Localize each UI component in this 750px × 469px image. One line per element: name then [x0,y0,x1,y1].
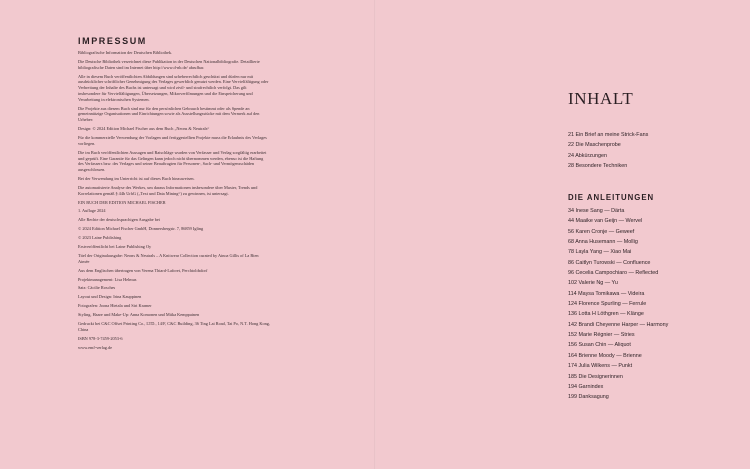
impressum-paragraph: Alle in diesem Buch veröffentlichten Abbildungen sind urheberrechtlich geschützt und dürfen nur mit ausdrücklicher schriftlicher Genehmigung des Verlages gewerblich genutzt werden. Eine Vervielfältigung oder Verbreitung der Inhalte des Buchs ist untersagt und wird zivil- und strafrechtlich verfolgt. Das gilt insbesondere für Vervielfältigungen, Übersetzungen, Mikroverfilmungen und die Einspeicherung und Verarbeitung in elektronischen Systemen. [78,73,269,102]
toc-item: 142 Brandi Cheyenne Harper — Harmony [568,321,669,328]
impressum-paragraph: © 2024 Edition Michael Fischer GmbH, Donnersbergstr. 7, 86859 Igling [78,226,204,232]
impressum-paragraph: Projektmanagement: Lisa Helmus [78,276,137,282]
toc-intro-list [568,130,648,171]
toc-item: 28 Besondere Techniken [568,162,628,169]
toc-patterns-list [568,206,668,403]
impressum-paragraph: 1. Auflage 2024 [78,208,106,214]
toc-item: 78 Layla Yang — Xiao Mai [568,249,632,256]
toc-item: 22 Die Maschenprobe [568,142,621,149]
toc-item: 185 Die Designerinnen [568,373,623,380]
right-page [375,0,750,469]
impressum-paragraph: Design: © 2024 Edition Michael Fischer aus dem Buch „Neons & Neutrals“ [78,126,210,132]
toc-item: 34 Inese Sang — Därta [568,208,625,214]
impressum-paragraph: Gedruckt bei C&C Offset Printing Co., LTD., 14/F, C&C Building, 36 Ting Lai Road, Tai Po, N.T. Hong Kong, China [78,320,270,332]
toc-item: 96 Cecelia Campochiaro — Reflected [568,270,659,277]
impressum-paragraph: Die automatisierte Analyse des Werkes, um daraus Informationen insbesondere über Muster, Trends und Korrelationen gemäß § 44b UrhG („Text und Data Mining“) zu gewinnen, ist untersagt. [78,184,258,196]
toc-item: 164 Brienne Moody — Brienne [568,352,642,359]
impressum-paragraph: Bei der Verwendung im Unterricht ist auf dieses Buch hinzuweisen. [78,176,195,181]
impressum-paragraph: Bibliografische Information der Deutschen Bibliothek. [78,50,173,55]
impressum-paragraph: EIN BUCH DER EDITION MICHAEL FISCHER [78,199,166,205]
impressum-paragraph: Aus dem Englischen übertragen von Verena Thiard-Laforet, Perchtoldsdorf [78,267,208,273]
toc-item: 194 Garnindex [568,383,604,390]
impressum-paragraph: © 2023 Laine Publishing [78,235,122,241]
impressum-paragraph: Fotografen: Joona Hietala und Siri Kramer [78,303,152,309]
toc-item: 174 Julia Wilkens — Punkt [568,363,633,370]
toc-item: 156 Susan Chin — Aliquot [568,342,631,349]
toc-item: 86 Caitlyn Turowski — Confluence [568,259,651,266]
impressum-paragraph: Die Deutsche Bibliothek verzeichnet diese Publikation in der Deutschen Nationalbibliografie. Detaillierte bibliografische Daten sind im Internet über http://www.d-nb.de/ abrufbar. [78,58,260,70]
patterns-section-heading: DIE ANLEITUNGEN [568,193,655,202]
toc-item: 152 Marie Régnier — Stries [568,332,635,339]
toc-item: 24 Abkürzungen [568,152,607,159]
toc-item: 21 Ein Brief an meine Strick-Fans [568,132,649,138]
impressum-paragraph: Die im Buch veröffentlichten Aussagen und Ratschläge wurden von Verfasser und Verlag sorgfältig erarbeitet und geprüft. Eine Garantie für das Gelingen kann jedoch nicht übernommen werden, ebenso ist die Haftung des Verfassers bzw. des Verlages und seiner Beauftragten für Personen-, Sach- und Vermögensschäden ausgeschlossen. [78,149,267,173]
impressum-text [78,50,270,353]
toc-item: 199 Danksagung [568,394,609,401]
impressum-paragraph: Styling, Haare und Make-Up: Anna Komonen und Miika Kemppainen [78,312,200,318]
impressum-paragraph: Für die kommerzielle Verwendung der Vorlagen und fertiggestellten Projekte muss die Erlaubnis des Verlages vorliegen. [78,135,267,146]
impressum-paragraph: www.emf-verlag.de [78,344,113,350]
impressum-paragraph: Alle Rechte der deutschsprachigen Ausgabe bei [78,217,160,223]
impressum-paragraph: ISBN 978-3-7459-2053-6 [78,335,123,341]
toc-item: 114 Maysa Tomikawa — Videira [568,290,645,297]
toc-item: 56 Karen Cronje — Geweef [568,228,635,235]
impressum-paragraph: Satz: Cäcilie Rosches [78,285,116,291]
impressum-paragraph: Erstveröffentlicht bei Laine Publishing Oy [78,244,152,250]
impressum-paragraph: Layout und Design: Irina Kauppinen [78,294,142,300]
toc-item: 68 Anna Husemann — Mollig [568,239,638,246]
toc-item: 124 Florence Spurling — Ferrule [568,301,647,308]
toc-item: 44 Maaike van Geijn — Wervel [568,218,643,225]
impressum-paragraph: Titel der Originalausgabe: Neons & Neutrals – A Knitwear Collection curated by Ainoa Gillis of La Bien Aimée [78,252,259,264]
toc-item: 136 Lotta H Löthgren — Klänge [568,311,644,318]
impressum-paragraph: Die Projekte aus diesem Buch sind nur für den persönlichen Gebrauch bestimmt oder als Spende an gemeinnützige Organisationen und Einrichtungen sowie als Ausstellungsstücke mit dem Vermerk auf den Urheber: [78,105,260,123]
contents-heading: INHALT [568,89,634,108]
impressum-heading: IMPRESSUM [78,36,147,46]
toc-item: 102 Valerie Ng — Yu [568,280,618,287]
